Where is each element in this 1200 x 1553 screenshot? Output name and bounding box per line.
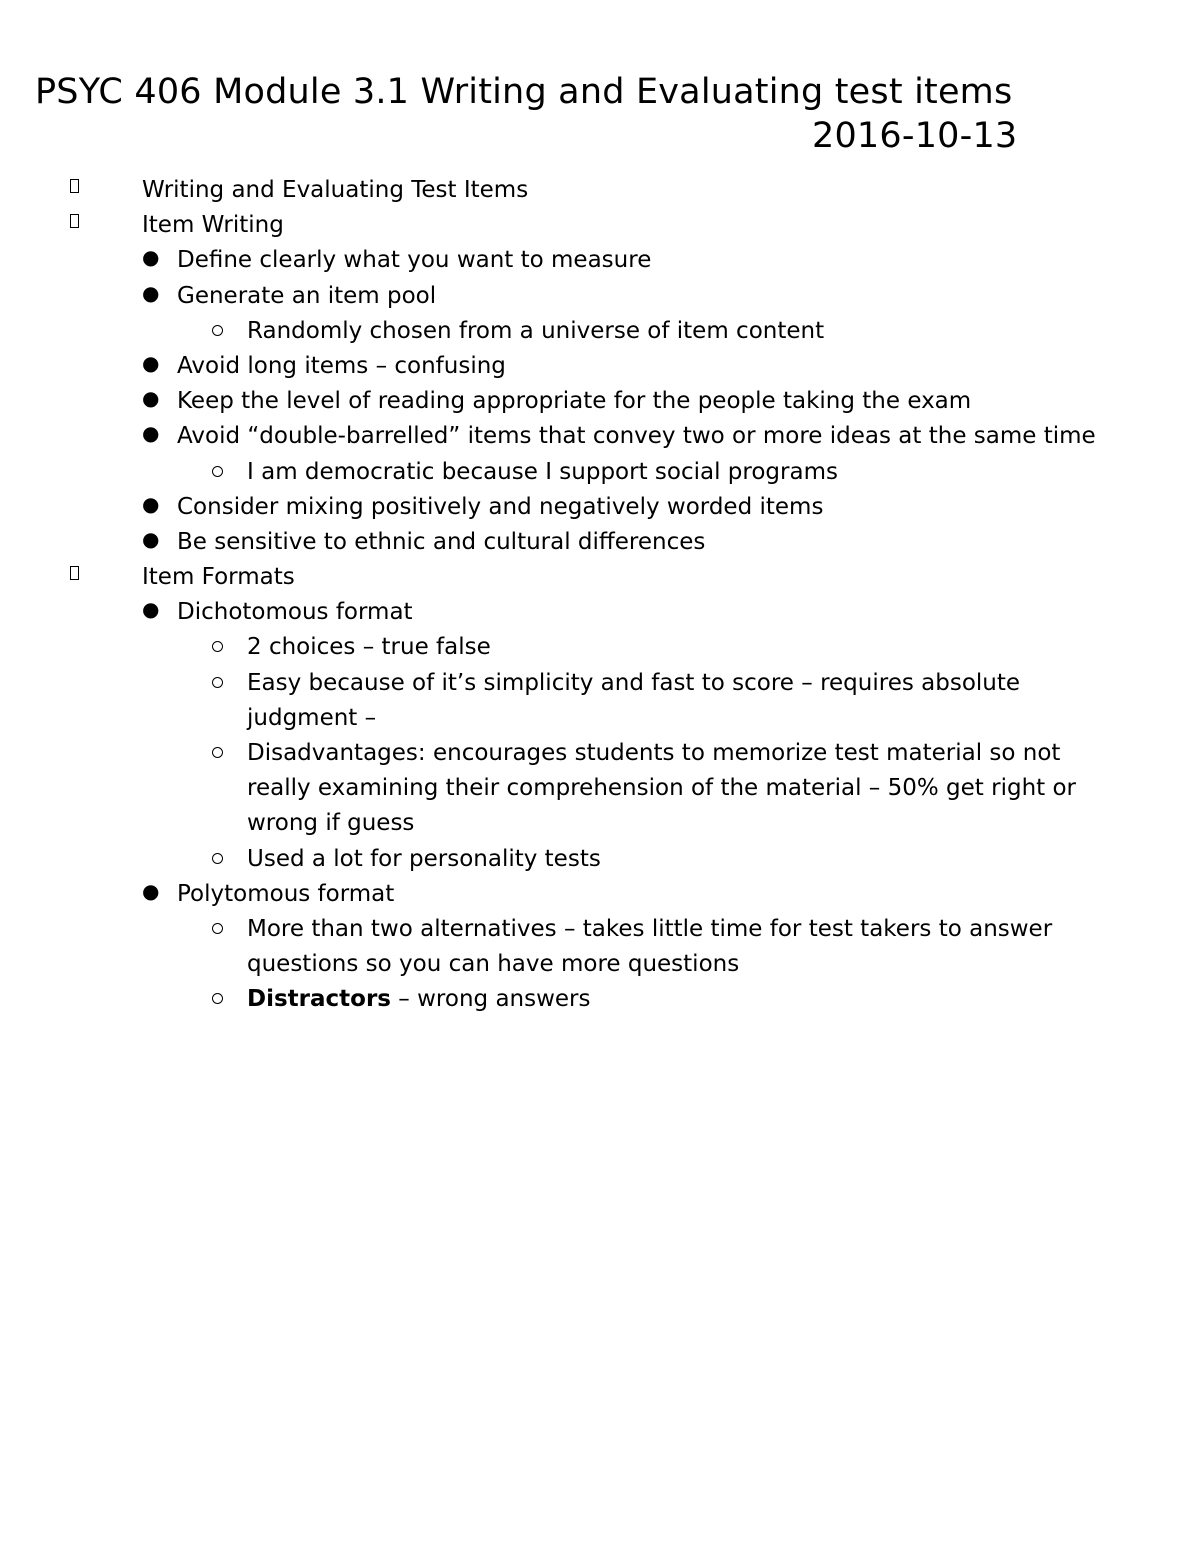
bullet-text: Disadvantages: encourages students to memorize test material so not really examining their comprehension of the material – 50% get right or wrong if guess bbox=[247, 740, 1077, 837]
list-item bbox=[0, 595, 1200, 630]
box-bullet-icon bbox=[70, 179, 79, 193]
disc-bullet-icon: ● bbox=[142, 878, 160, 903]
bullet-text: More than two alternatives – takes little time for test takers to answer questions so you can have more questions bbox=[247, 915, 1053, 978]
bullet-text: 2 choices – true false bbox=[247, 634, 491, 661]
term-definition: – wrong answers bbox=[391, 986, 591, 1013]
section-heading: Item Writing bbox=[142, 212, 284, 239]
circle-bullet-icon bbox=[212, 923, 223, 934]
list-item bbox=[0, 208, 1200, 243]
disc-bullet-icon: ● bbox=[142, 350, 160, 375]
list-item bbox=[0, 349, 1200, 384]
circle-bullet-icon bbox=[212, 325, 223, 336]
bullet-text: Dichotomous format bbox=[177, 599, 413, 626]
bullet-text: Used a lot for personality tests bbox=[247, 845, 601, 872]
bullet-text: I am democratic because I support social programs bbox=[247, 458, 838, 485]
bullet-text: Keep the level of reading appropriate for the people taking the exam bbox=[177, 388, 972, 415]
list-item bbox=[0, 419, 1200, 454]
bullet-text: Avoid “double-barrelled” items that convey two or more ideas at the same time bbox=[177, 423, 1096, 450]
list-item bbox=[0, 912, 1200, 982]
disc-bullet-icon: ● bbox=[142, 526, 160, 551]
bullet-text: Easy because of it’s simplicity and fast to score – requires absolute judgment – bbox=[247, 669, 1021, 731]
circle-bullet-icon bbox=[212, 853, 223, 864]
section-heading: Item Formats bbox=[142, 564, 295, 591]
list-item bbox=[0, 666, 1200, 736]
list-item bbox=[0, 525, 1200, 560]
list-item bbox=[0, 630, 1200, 665]
box-bullet-icon bbox=[70, 214, 79, 228]
circle-bullet-icon bbox=[212, 993, 223, 1004]
list-item bbox=[0, 279, 1200, 314]
list-item bbox=[0, 455, 1200, 490]
bullet-text: Avoid long items – confusing bbox=[177, 352, 506, 379]
list-item bbox=[0, 736, 1200, 842]
bullet-text bbox=[247, 982, 591, 1017]
bullet-text: Randomly chosen from a universe of item content bbox=[247, 317, 825, 344]
disc-bullet-icon: ● bbox=[142, 597, 160, 622]
circle-bullet-icon bbox=[212, 466, 223, 477]
list-item bbox=[0, 560, 1200, 595]
list-item bbox=[0, 490, 1200, 525]
bullet-text: Generate an item pool bbox=[177, 282, 437, 309]
bullet-text: Define clearly what you want to measure bbox=[177, 247, 652, 274]
circle-bullet-icon bbox=[212, 677, 223, 688]
bullet-text: Be sensitive to ethnic and cultural differences bbox=[177, 528, 706, 555]
section-heading: Writing and Evaluating Test Items bbox=[142, 177, 529, 203]
circle-bullet-icon bbox=[212, 747, 223, 758]
list-item bbox=[0, 982, 1200, 1017]
bold-term: Distractors bbox=[247, 986, 391, 1013]
list-item bbox=[0, 842, 1200, 877]
notes-outline bbox=[0, 173, 1200, 1018]
bullet-text: Consider mixing positively and negatively worded items bbox=[177, 493, 824, 520]
list-item bbox=[0, 314, 1200, 349]
disc-bullet-icon: ● bbox=[142, 386, 160, 411]
list-item bbox=[0, 243, 1200, 278]
disc-bullet-icon: ● bbox=[142, 245, 160, 270]
list-item bbox=[0, 877, 1200, 912]
circle-bullet-icon bbox=[212, 641, 223, 652]
list-item bbox=[0, 173, 1200, 208]
disc-bullet-icon: ● bbox=[142, 280, 160, 305]
disc-bullet-icon: ● bbox=[142, 421, 160, 446]
page-title: PSYC 406 Module 3.1 Writing and Evaluating test items bbox=[35, 72, 1013, 112]
disc-bullet-icon: ● bbox=[142, 491, 160, 516]
document-date: 2016-10-13 bbox=[812, 116, 1018, 156]
bullet-text: Polytomous format bbox=[177, 880, 395, 907]
box-bullet-icon bbox=[70, 566, 79, 580]
list-item bbox=[0, 384, 1200, 419]
